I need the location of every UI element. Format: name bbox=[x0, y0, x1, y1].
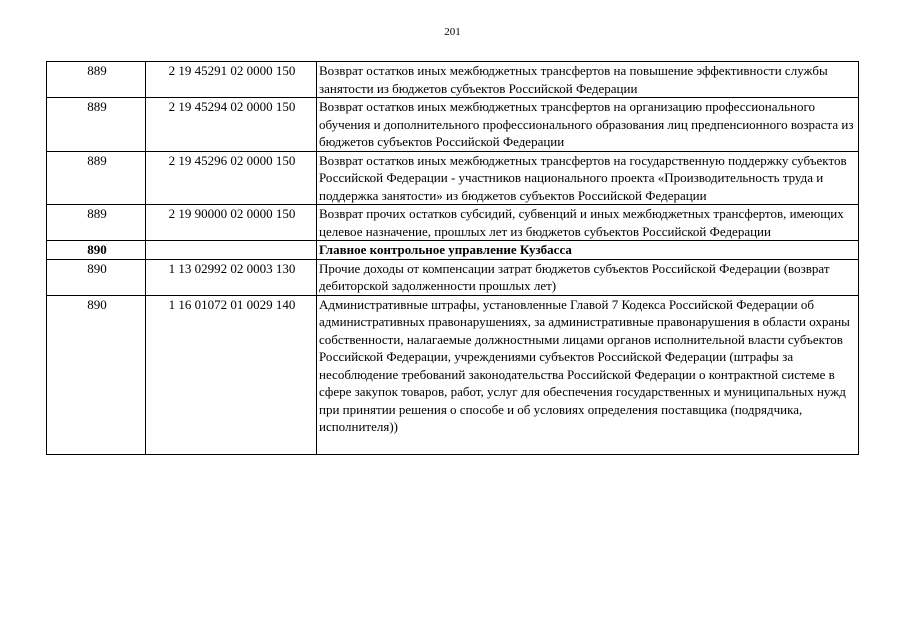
description-cell: Возврат прочих остатков субсидий, субвенций и иных межбюджетных трансфертов, имеющих целевое назначение, прошлых лет из бюджетов субъектов Российской Федерации bbox=[317, 205, 859, 241]
admin-code-cell: 890 bbox=[47, 241, 146, 260]
description-cell: Возврат остатков иных межбюджетных трансфертов на государственную поддержку субъектов Российской Федерации - участников национального проекта «Производительность труда и поддержка занятости» из бюджетов субъектов Российской Федерации bbox=[317, 151, 859, 205]
admin-code-cell: 889 bbox=[47, 151, 146, 205]
description-cell: Прочие доходы от компенсации затрат бюджетов субъектов Российской Федерации (возврат дебиторской задолженности прошлых лет) bbox=[317, 259, 859, 295]
budget-code-cell bbox=[146, 241, 317, 260]
table-row bbox=[47, 295, 859, 454]
administrator-header-row bbox=[47, 241, 859, 260]
budget-code-cell: 2 19 45296 02 0000 150 bbox=[146, 151, 317, 205]
admin-code-cell: 890 bbox=[47, 259, 146, 295]
table-row bbox=[47, 259, 859, 295]
administrator-name-cell: Главное контрольное управление Кузбасса bbox=[317, 241, 859, 260]
description-cell: Административные штрафы, установленные Главой 7 Кодекса Российской Федерации об административных правонарушениях, за административные правонарушения в области охраны собственности, налагаемые должностными лицами органов исполнительной власти субъектов Российской Федерации, учреждениями субъектов Российской Федерации (штрафы за несоблюдение требований законодательства Российской Федерации о контрактной системе в сфере закупок товаров, работ, услуг для обеспечения государственных и муниципальных нужд при принятии решения о способе и об условиях определения поставщика (подрядчика, исполнителя)) bbox=[317, 295, 859, 454]
table-row bbox=[47, 205, 859, 241]
table-row bbox=[47, 98, 859, 152]
budget-code-cell: 2 19 45291 02 0000 150 bbox=[146, 62, 317, 98]
budget-code-cell: 1 13 02992 02 0003 130 bbox=[146, 259, 317, 295]
admin-code-cell: 889 bbox=[47, 205, 146, 241]
description-cell: Возврат остатков иных межбюджетных трансфертов на повышение эффективности службы занятости из бюджетов субъектов Российской Федерации bbox=[317, 62, 859, 98]
page-number: 201 bbox=[444, 26, 461, 38]
budget-code-cell: 2 19 45294 02 0000 150 bbox=[146, 98, 317, 152]
admin-code-cell: 890 bbox=[47, 295, 146, 454]
budget-classification-table bbox=[46, 61, 859, 455]
table-row bbox=[47, 151, 859, 205]
admin-code-cell: 889 bbox=[47, 62, 146, 98]
budget-code-cell: 1 16 01072 01 0029 140 bbox=[146, 295, 317, 454]
description-cell: Возврат остатков иных межбюджетных трансфертов на организацию профессионального обучения и дополнительного профессионального образования лиц предпенсионного возраста из бюджетов субъектов Российской Федерации bbox=[317, 98, 859, 152]
admin-code-cell: 889 bbox=[47, 98, 146, 152]
budget-code-cell: 2 19 90000 02 0000 150 bbox=[146, 205, 317, 241]
table-row bbox=[47, 62, 859, 98]
